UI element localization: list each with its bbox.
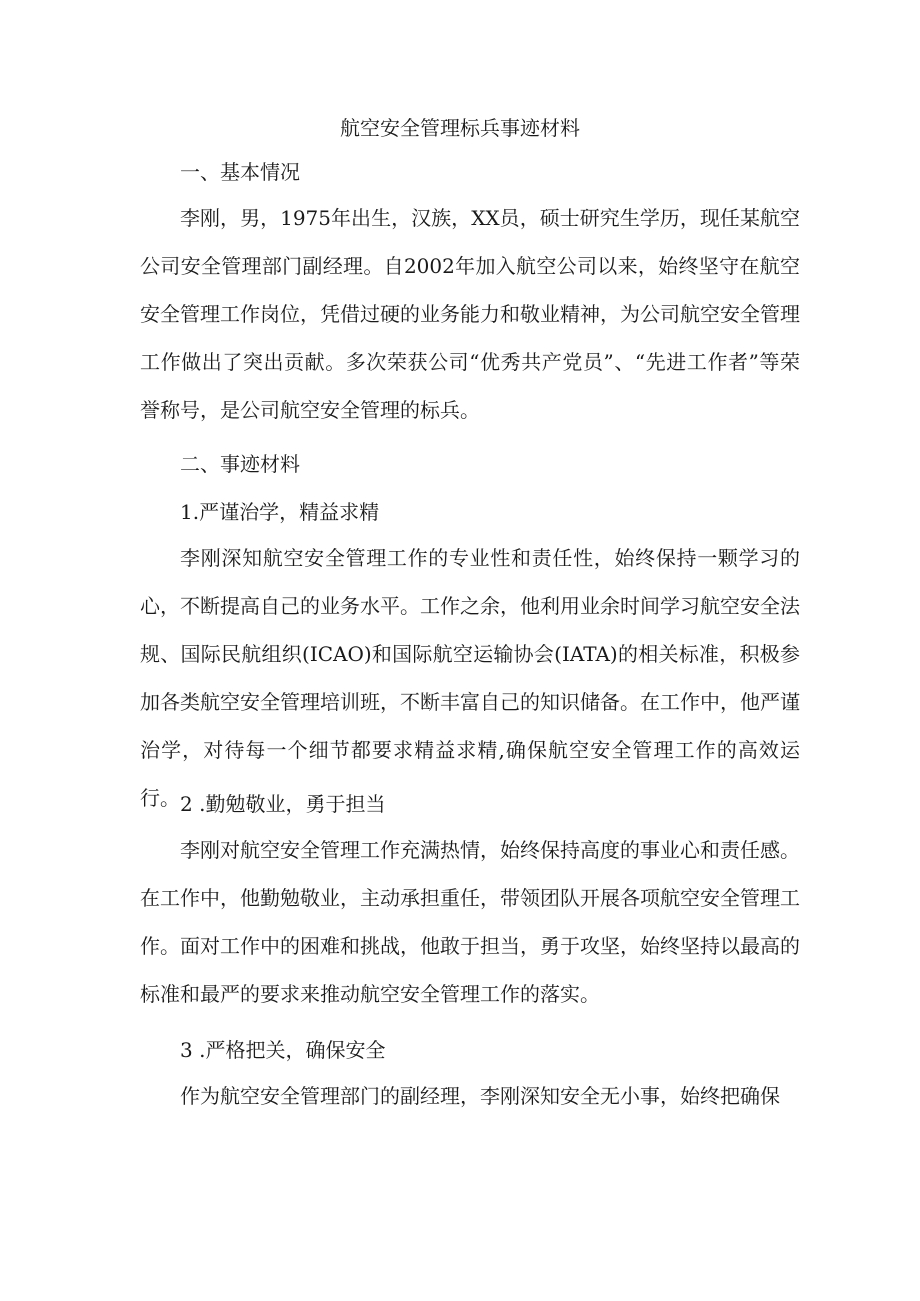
document-title: 航空安全管理标兵事迹材料 [340,116,580,140]
paragraph-basic-info: 李刚，男，1975年出生，汉族，XX员，硕士研究生学历，现任某航空公司安全管理部门副经理。自2002年加入航空公司以来，始终坚守在航空安全管理工作岗位，凭借过硬的业务能力和敬业精神，为公司航空安全管理工作做出了突出贡献。多次荣获公司“优秀共产党员”、“先进工作者”等荣誉称号，是公司航空安全管理的标兵。 [140,206,800,422]
subheading-item-3: 3 .严格把关，确保安全 [180,1038,386,1062]
paragraph-item-1: 李刚深知航空安全管理工作的专业性和责任性，始终保持一颗学习的心，不断提高自己的业务水平。工作之余，他利用业余时间学习航空安全法规、国际民航组织(ICAO)和国际航空运输协会(IATA)的相关标准，积极参加各类航空安全管理培训班，不断丰富自己的知识储备。在工作中，他严谨治学，对待每一个细节都要求精益求精,确保航空安全管理工作的高效运行。 [140,546,800,810]
paragraph-item-3: 作为航空安全管理部门的副经理，李刚深知安全无小事，始终把确保 [180,1084,780,1108]
section-heading-deeds: 二、事迹材料 [180,452,300,476]
subheading-item-1: 1.严谨治学，精益求精 [180,500,380,524]
paragraph-item-2: 李刚对航空安全管理工作充满热情，始终保持高度的事业心和责任感。在工作中，他勤勉敬业，主动承担重任，带领团队开展各项航空安全管理工作。面对工作中的困难和挑战，他敢于担当，勇于攻坚，始终坚持以最高的标准和最严的要求来推动航空安全管理工作的落实。 [140,838,800,1006]
section-heading-basic-info: 一、基本情况 [180,160,300,184]
subheading-item-2: 2 .勤勉敬业，勇于担当 [180,792,386,816]
